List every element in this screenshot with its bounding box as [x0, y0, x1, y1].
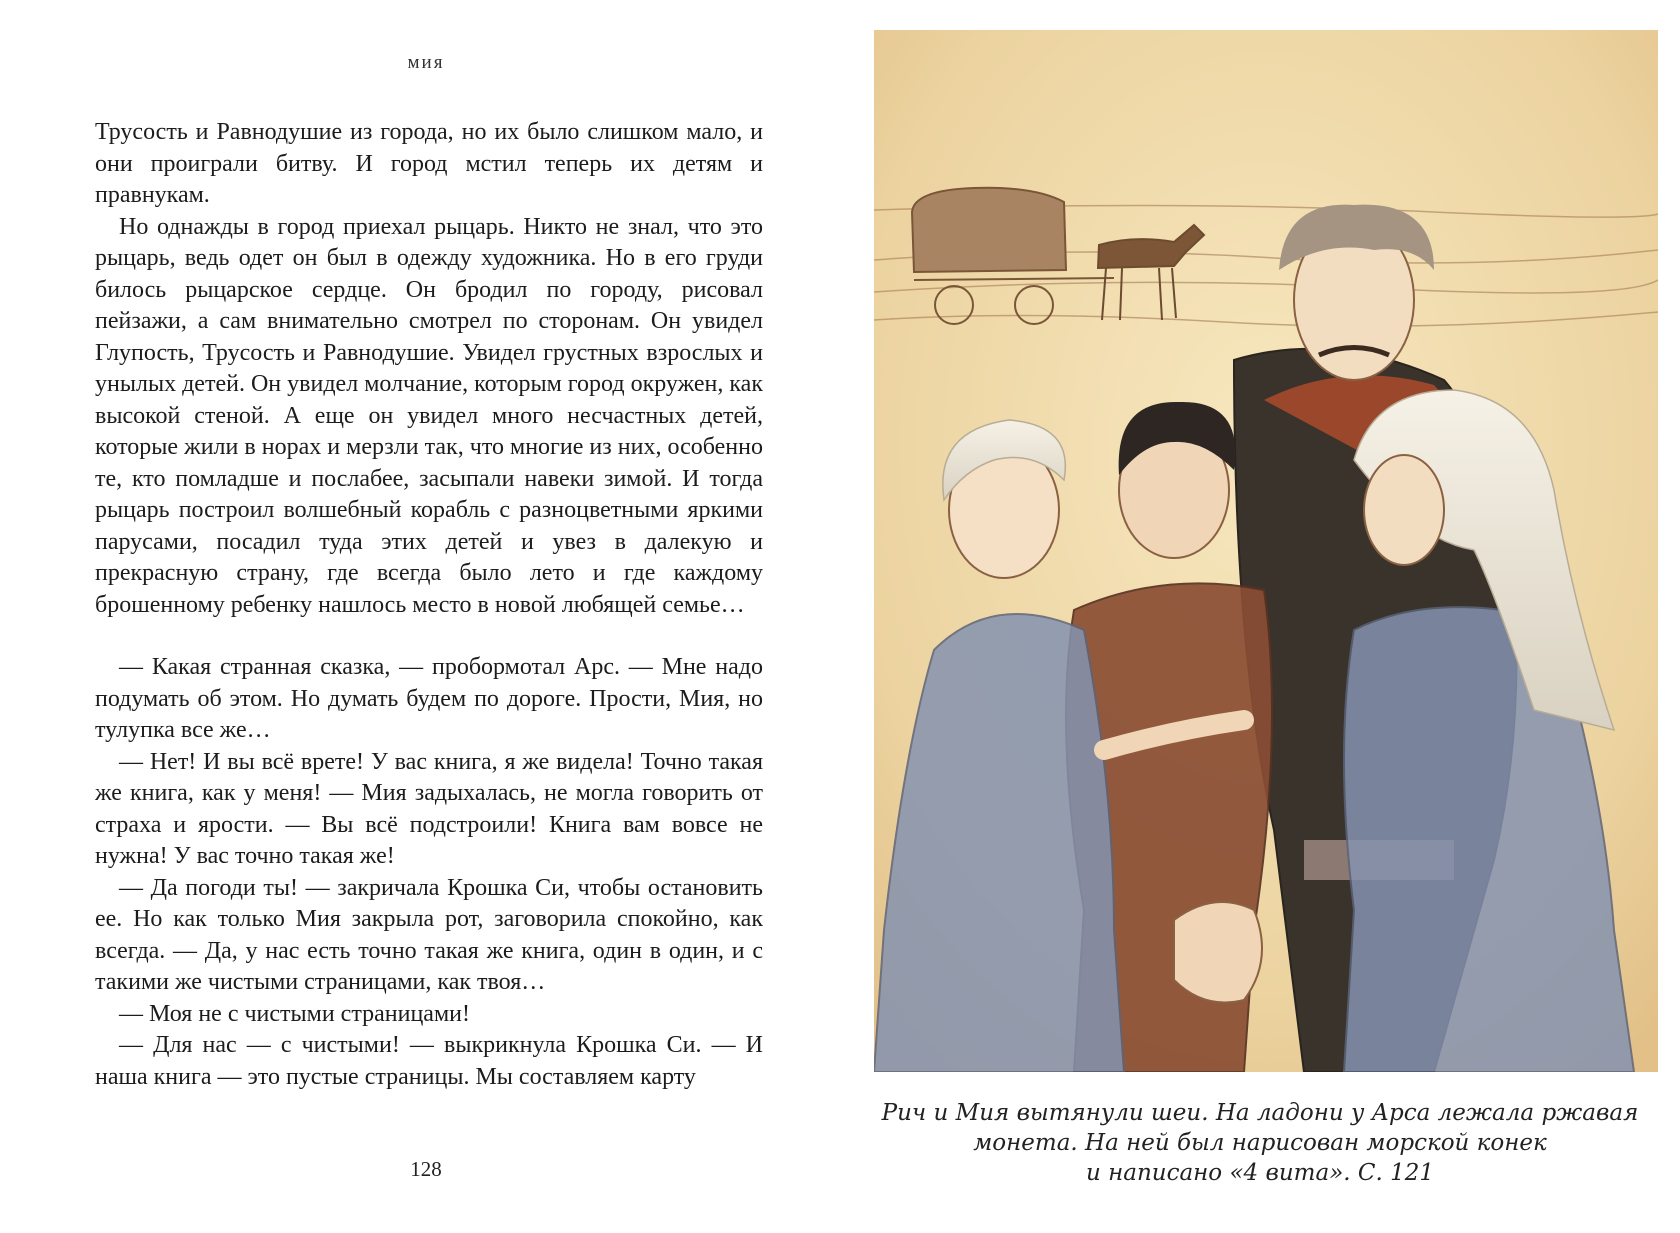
page-number: 128 — [410, 1157, 442, 1181]
paragraph: — Для нас — с чистыми! — выкрикнула Крошка Си. — И наша книга — это пустые страницы. Мы составляем карту — [95, 1032, 763, 1090]
book-illustration — [874, 30, 1658, 1072]
paragraph: Но однажды в город приехал рыцарь. Никто не знал, что это рыцарь, ведь одет он был в одежду художника. Но в его груди билось рыцарское сердце. Он бродил по городу, рисовал пейзажи, а сам внимательно смотрел по сторонам. Он увидел Глупость, Трусость и Равнодушие. Увидел грустных взрослых и унылых детей. Он увидел молчание, которым город окружен, как высокой стеной. А еще он увидел много несчастных детей, которые жили в норах и мерзли так, что многие из них, особенно те, кто помладше и послабее, засыпали навеки зимой. И тогда рыцарь построил волшебный корабль с разноцветными яркими парусами, посадил туда этих детей и увез в далекую и прекрасную страну, где всегда было лето и где каждому брошенному ребенку нашлось место в новой любящей семье… — [95, 213, 763, 618]
paragraph: — Моя не с чистыми страницами! — [119, 1000, 470, 1027]
right-page — [840, 0, 1680, 1233]
paragraph: Трусость и Равнодушие из города, но их было слишком мало, и они проиграли битву. И город мстил теперь их детям и правнукам. — [95, 119, 763, 208]
paragraph: — Да погоди ты! — закричала Крошка Си, чтобы остановить ее. Но как только Мия закрыла рот, заговорила спокойно, как всегда. — Да, у нас есть точно такая же книга, один в один, и с такими же чистыми страницами, как твоя… — [95, 874, 763, 995]
illustration-svg — [874, 30, 1658, 1072]
body-text — [95, 117, 763, 1093]
caption-line: Рич и Мия вытянули шеи. На ладони у Арса лежала ржавая — [881, 1100, 1639, 1126]
caption-line: монета. На ней был нарисован морской конек — [973, 1130, 1547, 1156]
paragraph: — Какая странная сказка, — пробормотал Арс. — Мне надо подумать об этом. Но думать будем по дороге. Прости, Мия, но тулупка все же… — [95, 654, 763, 743]
open-palm — [1174, 902, 1262, 1003]
caption-line: и написано «4 вита». С. 121 — [1085, 1160, 1435, 1186]
illustration-caption — [840, 1098, 1680, 1188]
paragraph: — Нет! И вы всё врете! У вас книга, я же видела! Точно такая же книга, как у меня! — Мия задыхалась, не могла говорить от страха и ярости. — Вы всё подстроили! Книга вам вовсе не нужна! У вас точно такая же! — [95, 748, 763, 869]
running-head: мия — [407, 52, 445, 73]
